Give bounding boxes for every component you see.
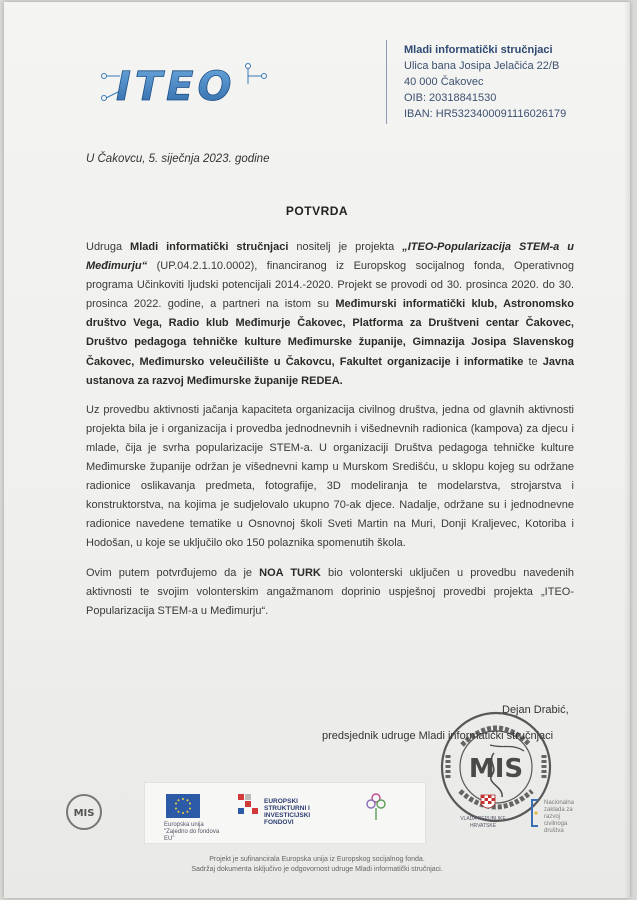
address-street: Ulica bana Josipa Jelačića 22/B — [404, 60, 560, 72]
esif-text: EUROPSKI STRUKTURNI I INVESTICIJSKI FONDOVI — [264, 798, 311, 826]
p1-text-b: nositelj je projekta — [288, 241, 403, 253]
signatory-role: predsjednik udruge Mladi informatički stručnjaci — [322, 730, 554, 742]
signatory-name: Dejan Drabić, — [502, 704, 569, 716]
esif-logo-icon — [236, 792, 260, 822]
footer-line-2: Sadržaj dokumenta isključivo je odgovornost udruge Mladi informatički stručnjaci. — [191, 866, 443, 873]
p3-text-b: bio volonterski uključen u provedbu navedenih aktivnosti te svojim volonterskim angažmanom doprinio uspješnoj provedbi projekta „ITEO-Popularizacija STEM-a u Međimurju“. — [86, 566, 574, 617]
paragraph-3 — [86, 564, 574, 621]
footer-line-1: Projekt je sufinancirala Europska unija iz Europskog socijalnog fonda. — [209, 856, 425, 863]
footer-logos — [60, 780, 580, 846]
mis-logo — [64, 792, 104, 832]
paragraph-1 — [86, 238, 574, 391]
iteo-logo — [98, 54, 268, 114]
croatia-coat-of-arms-icon — [480, 794, 496, 812]
header-divider — [386, 40, 387, 124]
iban: IBAN: HR5323400091116026179 — [404, 108, 567, 120]
org-name: Mladi informatički stručnjaci — [404, 44, 553, 56]
p1-project-name: „ITEO-Popularizacija STEM-a u Međimurju“ — [86, 241, 574, 273]
organization-address — [404, 42, 566, 122]
document-page — [4, 2, 630, 898]
oib: OIB: 20318841530 — [404, 92, 497, 104]
paragraph-2: Uz provedbu aktivnosti jačanja kapaciteta organizacija civilnog društva, jedna od glavnih aktivnosti projekta bila je i organizacija i provedba jednodnevnih i višednevnih radionica (kampova) za djecu i mlade, čija je svrha popularizacije STEM-a. U organizaciji Društva pedagoga tehničke kulture Međimurske županije održan je višednevni kamp u Murskom Središću, u sklopu kojeg su održane radionice oslikavanja predmeta, fotografije, 3D modeliranja te modelarstva, strojarstva i konstruktorstva, na kojima je sudjelovalo ukupno 70-ak djece. Nadalje, održane su i jednodnevne radionice navedene tematike u Osnovnoj školi Sveti Martin na Muri, Donji Kraljevec, Kotoriba i Hodošan, u koje se uključilo oko 150 polaznika spomenutih škola. — [86, 403, 574, 550]
eu-caption: Europska unija "Zajedno do fondova EU" — [164, 822, 220, 842]
p1-org-name: Mladi informatički stručnjaci — [130, 241, 289, 253]
nz-caption: Nacionalna zaklada za razvoj civilnoga društva — [544, 800, 575, 834]
document-date: U Čakovcu, 5. siječnja 2023. godine — [86, 153, 270, 165]
document-title: POTVRDA — [285, 204, 349, 218]
p3-text-a: Ovim putem potvrđujemo da je — [86, 566, 260, 579]
mis-logo-text: MIS — [73, 808, 95, 819]
footer-disclaimer — [4, 855, 630, 875]
p1-text-d: te — [523, 355, 543, 368]
address-city: 40 000 Čakovec — [404, 76, 484, 88]
document-body — [86, 238, 574, 631]
logo-text: ITEO — [116, 64, 236, 110]
nz-logo-icon — [530, 798, 540, 828]
stamp-text: MIS — [468, 754, 524, 784]
p1-text-a: Udruga — [86, 241, 131, 253]
eu-flag-icon — [166, 794, 200, 818]
p1-text-c: (UP.04.2.1.10.0002), financiranog iz Europskog socijalnog fonda, Operativnog programa Učinkoviti ljudski potencijali 2014.-2020. Projekt se provodi od 30. prosinca 2020. do 30. prosinca 2022. godine, a partneri na istom su — [86, 260, 574, 311]
flower-logo-icon — [362, 790, 390, 826]
volunteer-name: NOA TURK — [259, 566, 321, 579]
p1-redea: Javna ustanova za razvoj Međimurske županije REDEA. — [86, 355, 574, 387]
p1-partners: Međimurski informatički klub, Astronomsko društvo Vega, Radio klub Međimurje Čakovec, Platforma za Društveni centar Čakovec, Društvo pedagoga tehničke kulture Međimurske županije, Gimnazija Josipa Slavenskog Čakovec, Međimursko veleučilište u Čakovcu, Fakultet organizacije i informatike — [86, 298, 574, 368]
gov-caption: VLADA REPUBLIKE HRVATSKE — [460, 816, 506, 829]
